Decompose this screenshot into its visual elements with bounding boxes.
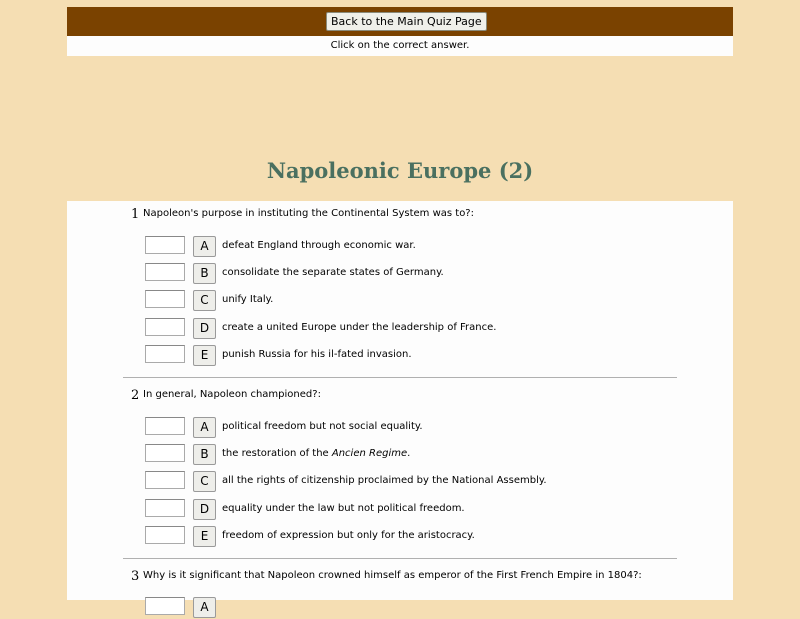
top-navbar — [67, 7, 733, 36]
question-number: 3 — [131, 569, 140, 584]
answer-text: defeat England through economic war. — [222, 240, 416, 251]
answer-option — [67, 318, 733, 340]
answer-text: unify Italy. — [222, 294, 274, 305]
answer-button-a[interactable]: A — [193, 236, 216, 257]
answer-text-italic: Ancien Regime — [331, 448, 408, 459]
answer-option — [67, 345, 733, 367]
question-text: In general, Napoleon championed?: — [143, 389, 321, 400]
answer-option — [67, 526, 733, 548]
answer-button-d[interactable]: D — [193, 318, 216, 339]
answer-button-a[interactable]: A — [193, 597, 216, 618]
question-text: Napoleon's purpose in instituting the Continental System was to?: — [143, 208, 474, 219]
answer-feedback-box — [145, 318, 185, 336]
answer-button-a[interactable]: A — [193, 417, 216, 438]
answer-text-part: . — [407, 448, 411, 459]
page-title: Napoleonic Europe (2) — [266, 158, 534, 183]
answer-button-b[interactable]: B — [193, 444, 216, 465]
answer-text: consolidate the separate states of Germany. — [222, 267, 444, 278]
answer-text — [222, 448, 410, 459]
back-to-main-quiz-button[interactable]: Back to the Main Quiz Page — [326, 12, 487, 31]
answer-feedback-box — [145, 417, 185, 435]
answer-text: political freedom but not social equality. — [222, 421, 423, 432]
question-number: 1 — [131, 207, 140, 222]
answer-option — [67, 471, 733, 493]
instructions-text: Click on the correct answer. — [67, 36, 733, 56]
answer-text: freedom of expression but only for the aristocracy. — [222, 530, 475, 541]
answer-feedback-box — [145, 345, 185, 363]
answer-text: equality under the law but not political freedom. — [222, 503, 465, 514]
question-text: Why is it significant that Napoleon crowned himself as emperor of the First French Empire in 1804?: — [143, 570, 642, 581]
answer-text: create a united Europe under the leadership of France. — [222, 322, 497, 333]
question-divider — [123, 558, 677, 559]
answer-option — [67, 263, 733, 285]
answer-option — [67, 290, 733, 312]
answer-button-b[interactable]: B — [193, 263, 216, 284]
answer-text-part: the restoration of the — [222, 448, 332, 459]
answer-option — [67, 597, 733, 619]
answer-button-c[interactable]: C — [193, 471, 216, 492]
answer-feedback-box — [145, 290, 185, 308]
question-divider — [123, 377, 677, 378]
answer-feedback-box — [145, 471, 185, 489]
answer-feedback-box — [145, 263, 185, 281]
answer-feedback-box — [145, 526, 185, 544]
answer-text: all the rights of citizenship proclaimed by the National Assembly. — [222, 475, 547, 486]
answer-option — [67, 499, 733, 521]
quiz-panel — [67, 201, 733, 614]
answer-option — [67, 444, 733, 466]
answer-option — [67, 236, 733, 258]
answer-button-d[interactable]: D — [193, 499, 216, 520]
answer-button-e[interactable]: E — [193, 345, 216, 366]
question-number: 2 — [131, 388, 140, 403]
answer-feedback-box — [145, 499, 185, 517]
answer-button-e[interactable]: E — [193, 526, 216, 547]
answer-button-c[interactable]: C — [193, 290, 216, 311]
answer-feedback-box — [145, 444, 185, 462]
answer-option — [67, 417, 733, 439]
answer-text: punish Russia for his il-fated invasion. — [222, 349, 412, 360]
answer-feedback-box — [145, 236, 185, 254]
